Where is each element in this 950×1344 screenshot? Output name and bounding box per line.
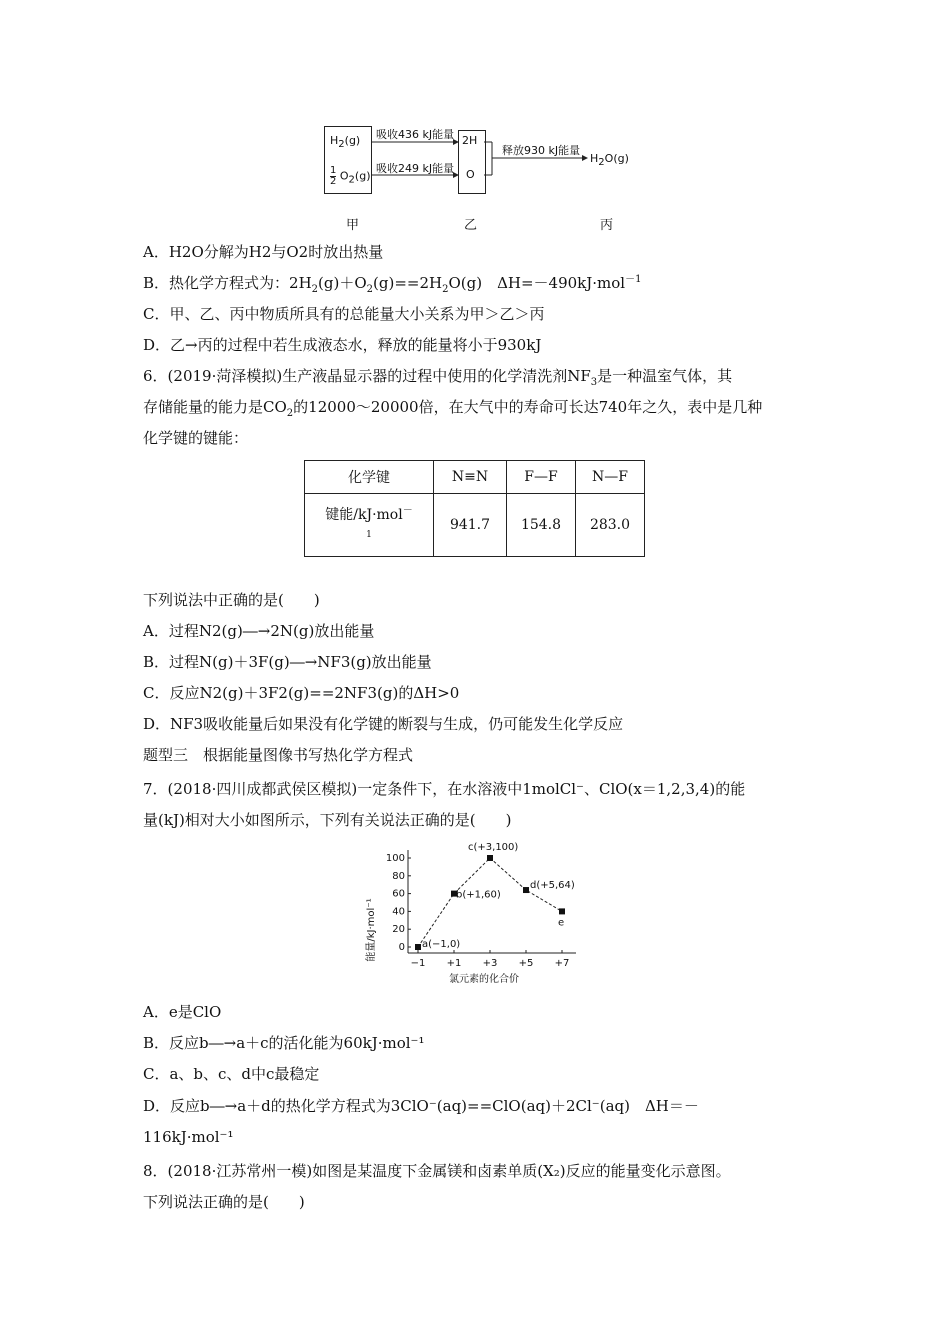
table-header: N—F [576, 461, 645, 494]
chart-point-label: c(+3,100) [468, 842, 519, 853]
chart-point [559, 908, 565, 914]
intermediate-o: O [466, 168, 475, 181]
table-cell: 283.0 [576, 494, 645, 557]
q6-option-d: D．NF3吸收能量后如果没有化学键的断裂与生成，仍可能发生化学反应 [143, 715, 624, 733]
q7-option-b: B．反应b―→a＋c的活化能为60kJ·mol⁻¹ [143, 1034, 425, 1052]
bond-energy-table [304, 460, 645, 557]
label-bing: 丙 [600, 218, 614, 233]
q5-option-a: A．H2O分解为H2与O2时放出热量 [143, 243, 384, 261]
q7-stem-line2: 量(kJ)相对大小如图所示，下列有关说法正确的是( ) [143, 811, 512, 829]
q6-stem-line1: 6．(2019·菏泽模拟)生产液晶显示器的过程中使用的化学清洗剂$NF_3$是一种温室气体，其 [143, 367, 733, 388]
q7-stem-line1: 7．(2018·四川成都武侯区模拟)一定条件下，在水溶液中1molCl⁻、ClO(x＝1,2,3,4)的能 [143, 780, 746, 798]
chart-y-tick-label: 20 [392, 924, 405, 936]
chart-x-tick-label: +1 [446, 958, 462, 969]
chart-point-label: a(−1,0) [422, 939, 461, 950]
chart-y-tick-label: 0 [398, 942, 405, 953]
q8-stem-line2: 下列说法正确的是( ) [143, 1193, 305, 1211]
label-jia: 甲 [346, 218, 360, 233]
arrow1-label: 吸收436 kJ能量 [376, 128, 455, 141]
q5-option-c: C．甲、乙、丙中物质所具有的总能量大小关系为甲＞乙＞丙 [143, 305, 545, 323]
table-cell: 154.8 [507, 494, 576, 557]
product-h2o: $H_2O(g)$ [590, 152, 629, 169]
arrow3-label: 释放930 kJ能量 [502, 144, 581, 157]
chart-point [523, 887, 529, 893]
table-header: 化学键 [305, 461, 434, 494]
chart-y-tick-label: 80 [392, 870, 405, 882]
energy-chart [360, 842, 600, 992]
q6-option-b: B．过程N(g)＋3F(g)―→NF3(g)放出能量 [143, 653, 432, 671]
q7-option-a: A．e是ClO [143, 1003, 222, 1021]
table-cell: 941.7 [434, 494, 507, 557]
chart-y-tick-label: 40 [392, 906, 405, 918]
q6-stem-line3: 化学键的键能： [143, 429, 249, 447]
reactant-o2: $\frac{1}{2} O_2(g)$ [330, 165, 371, 187]
q6-option-a: A．过程N2(g)―→2N(g)放出能量 [143, 622, 375, 640]
table-row [305, 494, 645, 557]
section-heading: 题型三 根据能量图像书写热化学方程式 [143, 746, 414, 764]
chart-y-tick-label: 100 [385, 853, 405, 864]
table-header: N≡N [434, 461, 507, 494]
chart-x-tick-label: +7 [554, 958, 570, 969]
chart-point [487, 855, 493, 861]
q7-option-c: C．a、b、c、d中c最稳定 [143, 1065, 320, 1083]
arrow2-label: 吸收249 kJ能量 [376, 162, 455, 175]
chart-point-label: d(+5,64) [530, 880, 575, 892]
chart-point-label: e [558, 917, 565, 929]
intermediate-2h: 2H [462, 134, 478, 147]
chart-series-line [418, 858, 565, 947]
q7-option-d-line1: D．反应b―→a＋d的热化学方程式为3ClO⁻(aq)==ClO(aq)＋2Cl⁻(aq) ΔH＝－ [143, 1097, 699, 1115]
q8-stem-line1: 8．(2018·江苏常州一模)如图是某温度下金属镁和卤素单质(X₂)反应的能量变化示意图。 [143, 1162, 731, 1180]
table-row [305, 461, 645, 494]
label-yi: 乙 [464, 218, 478, 233]
chart-xlabel: 氯元素的化合价 [449, 974, 519, 985]
q6-option-c: C．反应N2(g)＋3F2(g)==2NF3(g)的ΔH>0 [143, 684, 460, 702]
chart-x-tick-label: +3 [482, 958, 498, 969]
q6-stem-line2: 存储能量的能力是$CO_2$的12000～20000倍，在大气中的寿命可长达740年之久，表中是几种 [143, 398, 763, 419]
q5-option-d: D．乙→丙的过程中若生成液态水，释放的能量将小于930kJ [143, 336, 542, 354]
q5-option-b: B．热化学方程式为：$2H_2(g)+O_2(g)==2H_2O(g)$ ΔH=－490kJ·mol$^{-1}$ [143, 274, 642, 295]
chart-ylabel: 能量/kJ·mol⁻¹ [366, 898, 377, 962]
chart-x-tick-label: −1 [410, 958, 426, 969]
reactant-h2: $H_2(g)$ [330, 134, 361, 151]
table-header: F—F [507, 461, 576, 494]
q7-option-d-line2: 116kJ·mol⁻¹ [143, 1128, 234, 1146]
chart-point-label: b(+1,60) [456, 889, 501, 901]
chart-point [415, 944, 421, 950]
table-cell: 键能/kJ·mol－ 1 [305, 494, 434, 557]
chart-x-tick-label: +5 [518, 958, 534, 969]
q6-ask: 下列说法中正确的是( ) [143, 591, 320, 609]
chart-y-tick-label: 60 [392, 888, 405, 900]
